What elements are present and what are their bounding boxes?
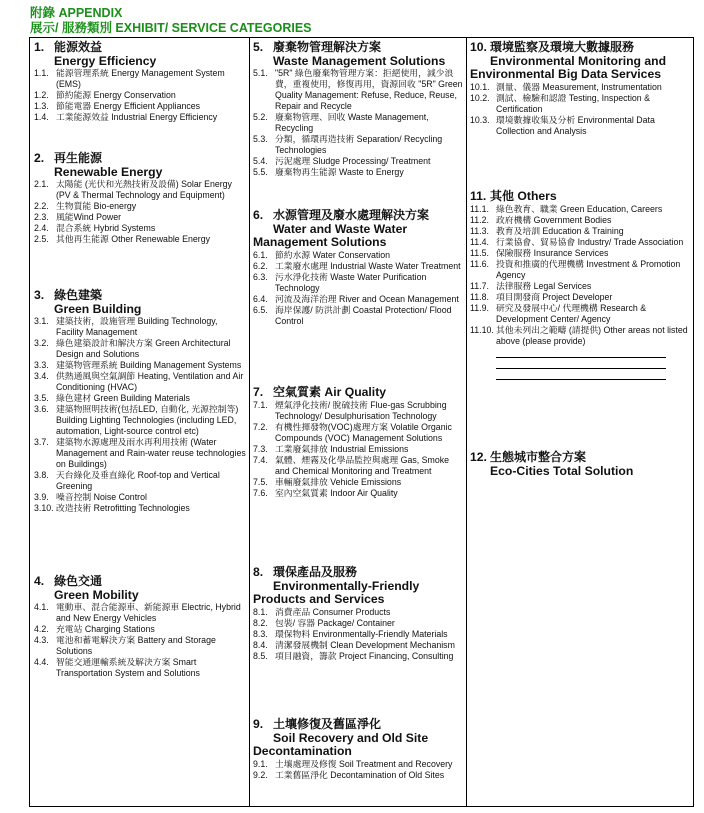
item-text: 太陽能 (光伏和光熱技術及設備) Solar Energy (PV & Thermal Technology and Equipment) <box>56 179 232 200</box>
item-number: 4.2. <box>34 624 49 634</box>
category-number: 6. <box>253 208 264 222</box>
item-text: 污泥處理 Sludge Processing/ Treatment <box>275 156 431 166</box>
blank-line[interactable] <box>496 368 666 369</box>
item-text: 環境數據收集及分析 Environmental Data Collection and Analysis <box>496 114 655 136</box>
list-item <box>253 629 463 640</box>
category-items <box>34 68 246 123</box>
category-waste-management <box>253 41 463 178</box>
item-number: 6.4. <box>253 293 268 304</box>
category-title-zh: 土壤修復及舊區淨化 <box>273 717 382 731</box>
item-text: 項目開發商 Project Developer <box>496 291 613 302</box>
item-number: 10.3. <box>470 114 490 125</box>
item-text: 消費產品 Consumer Products <box>275 606 391 617</box>
item-number: 5.2. <box>253 112 268 122</box>
item-text: 建築物水源處理及雨水再利用技術 (Water Management and Rain-water reuse technologies on Buildings) <box>56 437 246 469</box>
item-text: 包裝/ 容器 Package/ Container <box>275 617 395 628</box>
item-number: 3.5. <box>34 393 49 403</box>
category-items <box>34 179 246 245</box>
item-number: 8.4. <box>253 639 268 650</box>
item-number: 1.3. <box>34 101 49 111</box>
item-text: 生物質能 Bio-energy <box>56 201 137 211</box>
item-text: 節約水源 Water Conservation <box>275 249 391 260</box>
list-item <box>34 624 246 635</box>
list-item <box>253 167 463 178</box>
item-text: 節約能源 Energy Conservation <box>56 90 176 100</box>
item-number: 7.2. <box>253 421 268 432</box>
item-number: 10.1. <box>470 81 490 92</box>
list-item <box>470 115 692 137</box>
category-items <box>470 204 692 347</box>
item-text: 工業舊區淨化 Decontamination of Old Sites <box>275 769 445 780</box>
category-title-zh: 廢棄物管理解決方案 <box>273 40 382 54</box>
category-title-en: Green Building <box>54 301 142 316</box>
category-water-management <box>253 209 463 327</box>
category-number: 8. <box>253 565 264 579</box>
item-text: 風能Wind Power <box>56 212 122 222</box>
categories-heading: 展示/ 服務類別 EXHIBIT/ SERVICE CATEGORIES <box>30 21 312 35</box>
item-number: 4.3. <box>34 635 49 645</box>
item-text: 工業能源效益 Industrial Energy Efficiency <box>56 112 218 122</box>
item-number: 8.2. <box>253 617 268 628</box>
list-item <box>34 201 246 212</box>
category-title-en: Air Quality <box>324 385 387 399</box>
category-title-en: Green Mobility <box>54 587 139 602</box>
category-title-en: Energy Efficiency <box>54 53 157 68</box>
item-number: 6.5. <box>253 304 268 315</box>
item-text: 項目融資，籌款 Project Financing, Consulting <box>275 650 454 661</box>
category-items <box>253 759 463 781</box>
list-item <box>253 400 463 422</box>
item-number: 1.2. <box>34 90 49 100</box>
list-item <box>253 305 463 327</box>
category-air-quality <box>253 386 463 499</box>
category-items <box>253 400 463 499</box>
list-item <box>470 281 692 292</box>
list-item <box>470 325 692 347</box>
item-number: 4.4. <box>34 657 49 667</box>
list-item <box>253 112 463 134</box>
list-item <box>253 250 463 261</box>
item-number: 2.4. <box>34 223 49 233</box>
list-item <box>34 635 246 657</box>
list-item <box>253 651 463 662</box>
appendix-heading: 附錄 APPENDIX <box>30 6 123 20</box>
item-number: 5.1. <box>253 68 268 78</box>
category-number: 12. <box>470 450 487 464</box>
category-title-en: Environmentally-Friendly Products and Services <box>253 578 420 606</box>
category-green-mobility <box>34 575 246 679</box>
item-text: 室內空氣質素 Indoor Air Quality <box>275 487 398 498</box>
item-text: 測量、儀器 Measurement, Instrumentation <box>496 81 662 92</box>
item-number: 3.2. <box>34 338 49 348</box>
item-number: 11.9. <box>470 302 489 313</box>
item-number: 10.2. <box>470 92 490 103</box>
list-item <box>34 101 246 112</box>
category-title-zh: 能源效益 <box>54 40 103 54</box>
category-renewable-energy <box>34 152 246 245</box>
list-item <box>34 360 246 371</box>
category-eco-products <box>253 566 463 662</box>
item-text: 有機性揮發物(VOC)處理方案 Volatile Organic Compounds (VOC) Management Solutions <box>275 421 452 443</box>
item-text: 綠色建築設計和解決方案 Green Architectural Design and Solutions <box>56 338 231 359</box>
item-number: 3.7. <box>34 437 49 447</box>
list-item <box>253 759 463 770</box>
item-text: 煙氣淨化技術/ 脫硫技術 Flue-gas Scrubbing Technology/ Desulphurisation Technology <box>275 399 447 421</box>
item-number: 7.3. <box>253 443 268 454</box>
categories-table <box>29 37 694 807</box>
item-number: 5.4. <box>253 156 268 166</box>
item-number: 9.1. <box>253 758 268 769</box>
list-item <box>34 212 246 223</box>
item-text: 綠色教育、職業 Green Education, Careers <box>496 203 663 214</box>
item-number: 11.5. <box>470 247 489 258</box>
item-number: 3.3. <box>34 360 49 370</box>
list-item <box>470 204 692 215</box>
item-text: 建築物照明技術(包括LED, 自動化, 光源控制等) Building Lighting Technologies (including LED, automation, Light-source control etc) <box>56 404 239 436</box>
item-number: 2.1. <box>34 179 49 189</box>
list-item <box>253 134 463 156</box>
item-number: 11.1. <box>470 203 489 214</box>
list-item <box>470 226 692 237</box>
list-item <box>253 68 463 112</box>
item-text: 研究及發展中心/ 代理機構 Research & Development Center/ Agency <box>496 302 647 324</box>
category-number: 3. <box>34 288 45 302</box>
item-text: 綠色建材 Green Building Materials <box>56 393 190 403</box>
item-text: 政府機構 Government Bodies <box>496 214 612 225</box>
item-text: 河流及海洋治理 River and Ocean Management <box>275 293 459 304</box>
item-text: 充電站 Charging Stations <box>56 624 155 634</box>
category-title-zh: 環保產品及服務 <box>273 565 358 579</box>
item-text: 節能電器 Energy Efficient Appliances <box>56 101 201 111</box>
list-item <box>34 437 246 470</box>
list-item <box>253 272 463 294</box>
category-title-en: Others <box>517 189 557 203</box>
list-item <box>34 179 246 201</box>
item-text: 法律服務 Legal Services <box>496 280 592 291</box>
list-item <box>34 90 246 101</box>
category-title-zh: 空氣質素 <box>273 385 322 399</box>
list-item <box>253 640 463 651</box>
item-number: 4.1. <box>34 602 49 612</box>
list-item <box>253 477 463 488</box>
item-number: 2.5. <box>34 234 49 244</box>
category-number: 11. <box>470 189 487 203</box>
list-item <box>253 488 463 499</box>
item-number: 11.6. <box>470 258 489 269</box>
list-item <box>253 444 463 455</box>
item-text: 噪音控制 Noise Control <box>56 492 147 502</box>
category-title-en: Soil Recovery and Old Site Decontamination <box>253 730 429 758</box>
item-text: 供熱通風與空氣調節 Heating, Ventilation and Air Conditioning (HVAC) <box>56 371 244 392</box>
list-item <box>34 371 246 393</box>
item-text: 電池和蓄電解決方案 Battery and Storage Solutions <box>56 635 216 656</box>
item-number: 3.10. <box>34 503 54 513</box>
item-text: 廢棄物再生能源 Waste to Energy <box>275 167 404 177</box>
item-number: 5.3. <box>253 134 268 144</box>
item-number: 8.3. <box>253 628 268 639</box>
item-text: 土壤處理及修復 Soil Treatment and Recovery <box>275 758 453 769</box>
category-number: 7. <box>253 385 264 399</box>
list-item <box>470 259 692 281</box>
item-text: 改造技術 Retrofitting Technologies <box>56 503 190 513</box>
category-number: 10. <box>470 40 487 54</box>
category-number: 1. <box>34 40 45 54</box>
item-text: 工業廢水處理 Industrial Waste Water Treatment <box>275 260 461 271</box>
item-text: 行業協會、貿易協會 Industry/ Trade Association <box>496 236 684 247</box>
category-number: 9. <box>253 717 264 731</box>
list-item <box>34 657 246 679</box>
item-number: 3.9. <box>34 492 49 502</box>
category-number: 5. <box>253 40 264 54</box>
category-title-en: Renewable Energy <box>54 164 163 179</box>
category-title-zh: 綠色建築 <box>54 288 103 302</box>
category-items <box>470 82 692 137</box>
item-number: 8.5. <box>253 650 268 661</box>
list-item <box>253 770 463 781</box>
other-areas-blanks <box>496 357 666 380</box>
item-number: 3.1. <box>34 316 49 326</box>
item-text: 氣體、煙霧及化學品監控與處理 Gas, Smoke and Chemical Monitoring and Treatment <box>275 454 450 476</box>
item-number: 8.1. <box>253 606 268 617</box>
item-number: 7.1. <box>253 399 268 410</box>
item-number: 5.5. <box>253 167 268 177</box>
item-text: 教育及培訓 Education & Training <box>496 225 624 236</box>
item-number: 11.10. <box>470 324 494 335</box>
list-item <box>34 492 246 503</box>
item-number: 6.1. <box>253 249 268 260</box>
category-items <box>34 316 246 514</box>
list-item <box>253 261 463 272</box>
blank-line[interactable] <box>496 379 666 380</box>
item-number: 11.7. <box>470 280 489 291</box>
category-items <box>34 602 246 679</box>
list-item <box>470 82 692 93</box>
list-item <box>470 237 692 248</box>
category-others <box>470 190 692 380</box>
list-item <box>470 93 692 115</box>
category-items <box>253 607 463 662</box>
category-number: 4. <box>34 574 45 588</box>
item-text: 分類，循環再造技術 Separation/ Recycling Technologies <box>275 134 443 155</box>
item-number: 11.4. <box>470 236 489 247</box>
item-number: 7.4. <box>253 454 268 465</box>
item-number: 1.4. <box>34 112 49 122</box>
list-item <box>34 338 246 360</box>
item-number: 2.3. <box>34 212 49 222</box>
item-number: 7.5. <box>253 476 268 487</box>
category-energy-efficiency <box>34 41 246 123</box>
list-item <box>34 470 246 492</box>
item-text: 清潔發展機制 Clean Development Mechanism <box>275 639 455 650</box>
item-text: 能源管理系統 Energy Management System (EMS) <box>56 68 225 89</box>
item-text: 測試、檢驗和認證 Testing, Inspection & Certification <box>496 92 650 114</box>
item-number: 11.3. <box>470 225 489 236</box>
list-item <box>34 316 246 338</box>
list-item <box>34 234 246 245</box>
category-title-zh: 水源管理及廢水處理解決方案 <box>273 208 430 222</box>
category-title-en: Eco-Cities Total Solution <box>490 463 634 478</box>
list-item <box>34 393 246 404</box>
list-item <box>253 618 463 629</box>
list-item <box>470 248 692 259</box>
blank-line[interactable] <box>496 357 666 358</box>
list-item <box>34 404 246 437</box>
item-text: 電動車、混合能源車、新能源車 Electric, Hybrid and New Energy Vehicles <box>56 602 241 623</box>
item-number: 6.3. <box>253 271 268 282</box>
item-text: 智能交通運輸系統及解決方案 Smart Transportation System and Solutions <box>56 657 200 678</box>
item-text: 保險服務 Insurance Services <box>496 247 609 258</box>
category-title-zh: 環境監察及環境大數據服務 <box>490 40 635 54</box>
item-text: 環保物料 Environmentally-Friendly Materials <box>275 628 448 639</box>
category-title-zh: 生態城市整合方案 <box>490 450 587 464</box>
item-text: 建築物管理系統 Building Management Systems <box>56 360 242 370</box>
list-item <box>470 215 692 226</box>
item-text: 天台綠化及垂直綠化 Roof-top and Vertical Greening <box>56 470 220 491</box>
list-item <box>34 223 246 234</box>
item-text: "5R" 綠色廢棄物管理方案：拒絕使用，減少浪費，重複使用，修復再用，資源回收 "5R" Green Quality Management: Refuse, Reduce, Reuse, Repair and Recycle <box>275 68 463 111</box>
item-number: 7.6. <box>253 487 268 498</box>
list-item <box>253 455 463 477</box>
column-divider <box>249 38 250 806</box>
column-divider <box>466 38 467 806</box>
item-text: 廢棄物管理、回收 Waste Management, Recycling <box>275 112 429 133</box>
category-green-building <box>34 289 246 514</box>
list-item <box>470 303 692 325</box>
item-number: 6.2. <box>253 260 268 271</box>
list-item <box>253 156 463 167</box>
list-item <box>253 422 463 444</box>
item-text: 工業廢氣排放 Industrial Emissions <box>275 443 409 454</box>
category-number: 2. <box>34 151 45 165</box>
category-title-en: Water and Waste Water Management Solutions <box>253 221 408 249</box>
category-soil-recovery <box>253 718 463 781</box>
item-number: 3.6. <box>34 404 49 414</box>
category-eco-cities <box>470 451 692 478</box>
item-number: 1.1. <box>34 68 49 78</box>
item-number: 3.8. <box>34 470 49 480</box>
category-title-en: Waste Management Solutions <box>273 53 446 68</box>
category-items <box>253 68 463 178</box>
item-number: 11.2. <box>470 214 489 225</box>
item-text: 污水淨化技術 Waste Water Purification Technology <box>275 271 427 293</box>
item-number: 2.2. <box>34 201 49 211</box>
category-title-zh: 綠色交通 <box>54 574 103 588</box>
category-title-zh: 其他 <box>490 189 515 203</box>
list-item <box>34 503 246 514</box>
item-number: 11.8. <box>470 291 489 302</box>
item-text: 建築技術，設施管理 Building Technology, Facility Management <box>56 316 218 337</box>
category-title-zh: 再生能源 <box>54 151 103 165</box>
item-text: 其他再生能源 Other Renewable Energy <box>56 234 211 244</box>
category-title-en: Environmental Monitoring and Environmental Big Data Services <box>470 53 667 81</box>
item-text: 海岸保護/ 防洪計劃 Coastal Protection/ Flood Control <box>275 304 452 326</box>
list-item <box>253 294 463 305</box>
item-number: 3.4. <box>34 371 49 381</box>
list-item <box>34 112 246 123</box>
category-items <box>253 250 463 327</box>
item-text: 投資和推廣的代理機構 Investment & Promotion Agency <box>496 258 681 280</box>
item-text: 混合系統 Hybrid Systems <box>56 223 156 233</box>
item-text: 車輛廢氣排放 Vehicle Emissions <box>275 476 402 487</box>
list-item <box>253 607 463 618</box>
list-item <box>470 292 692 303</box>
category-environmental-monitoring <box>470 41 692 137</box>
item-text: 其他未列出之範疇 (請提供) Other areas not listed above (please provide) <box>496 324 688 346</box>
list-item <box>34 602 246 624</box>
list-item <box>34 68 246 90</box>
item-number: 9.2. <box>253 769 268 780</box>
